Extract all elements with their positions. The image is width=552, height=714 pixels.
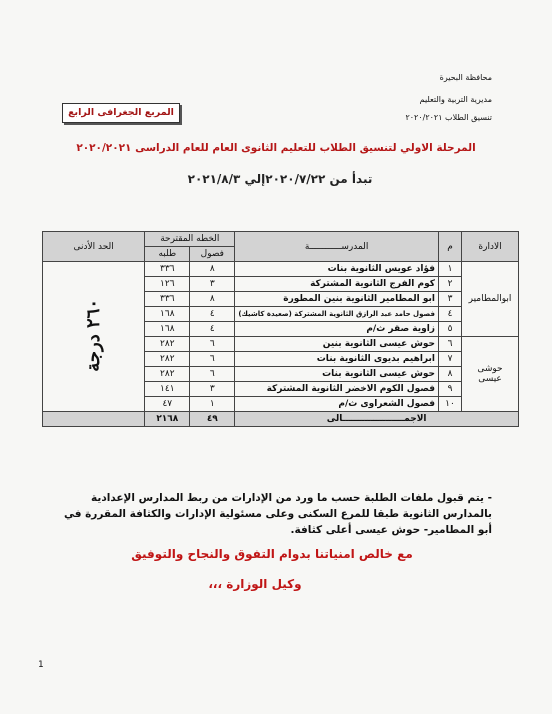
school-name: حوش عيسى الثانوية بنات bbox=[235, 367, 439, 382]
total-label: الاجمــــــــــــــــــــالى bbox=[235, 412, 519, 427]
classes-count: ٤ bbox=[190, 307, 235, 322]
total-students: ٢١٦٨ bbox=[145, 412, 190, 427]
classes-count: ٨ bbox=[190, 262, 235, 277]
classes-count: ٦ bbox=[190, 367, 235, 382]
classes-count: ٤ bbox=[190, 322, 235, 337]
school-name: كوم الفرج الثانوية المشتركة bbox=[235, 277, 439, 292]
students-count: ٢٨٢ bbox=[145, 352, 190, 367]
total-classes: ٤٩ bbox=[190, 412, 235, 427]
admin-cell: حوشى عيسى bbox=[462, 337, 519, 412]
students-count: ١٤١ bbox=[145, 382, 190, 397]
document-title: المرحلة الاولي لتنسيق الطلاب للتعليم الثانوى العام للعام الدراسى ٢٠٢٠/٢٠٢١ bbox=[76, 142, 476, 154]
students-count: ٣٣٦ bbox=[145, 262, 190, 277]
row-number: ٣ bbox=[439, 292, 462, 307]
row-number: ٢ bbox=[439, 277, 462, 292]
students-count: ٢٨٢ bbox=[145, 337, 190, 352]
row-number: ٤ bbox=[439, 307, 462, 322]
school-name: فصول حامد عبد الرازق الثانوية المشتركة (صعيدة كاشيك) bbox=[235, 307, 439, 322]
row-number: ١ bbox=[439, 262, 462, 277]
directorate-label: مديرية التربية والتعليم bbox=[419, 95, 492, 104]
section-box: المربع الجغرافى الرابع bbox=[62, 103, 180, 123]
header-num: م bbox=[439, 232, 462, 262]
school-name: فؤاد عويس الثانوية بنات bbox=[235, 262, 439, 277]
page-number: 1 bbox=[38, 660, 44, 670]
students-count: ٣٣٦ bbox=[145, 292, 190, 307]
total-row bbox=[43, 412, 519, 427]
row-number: ٨ bbox=[439, 367, 462, 382]
students-count: ١٢٦ bbox=[145, 277, 190, 292]
school-name: فصول الشعراوى ث/م bbox=[235, 397, 439, 412]
classes-count: ٦ bbox=[190, 337, 235, 352]
header-students: طلبه bbox=[145, 247, 190, 262]
table-row bbox=[43, 262, 519, 277]
admin-cell: ابوالمطامير bbox=[462, 262, 519, 337]
students-count: ١٦٨ bbox=[145, 307, 190, 322]
header-admin: الادارة bbox=[462, 232, 519, 262]
row-number: ٧ bbox=[439, 352, 462, 367]
governorate-label: محافظة البحيرة bbox=[439, 73, 492, 82]
header-min: الحد الأدنى bbox=[43, 232, 145, 262]
header-classes: فصول bbox=[190, 247, 235, 262]
row-number: ١٠ bbox=[439, 397, 462, 412]
row-number: ٥ bbox=[439, 322, 462, 337]
classes-count: ٣ bbox=[190, 277, 235, 292]
header-school: المدرســــــــــــة bbox=[235, 232, 439, 262]
classes-count: ١ bbox=[190, 397, 235, 412]
min-grade-cell bbox=[43, 262, 145, 412]
school-name: زاوية صقر ث/م bbox=[235, 322, 439, 337]
total-empty bbox=[43, 412, 145, 427]
date-range: تبدأ من ٢٠٢٠/٧/٢٢إلي ٢٠٢١/٨/٣ bbox=[187, 172, 373, 186]
students-count: ٤٧ bbox=[145, 397, 190, 412]
header-plan: الخطه المقترحة bbox=[145, 232, 235, 247]
coordination-label: تنسيق الطلاب ٢٠٢٠/٢٠٢١ bbox=[405, 113, 492, 122]
school-name: حوش عيسى الثانوية بنين bbox=[235, 337, 439, 352]
classes-count: ٨ bbox=[190, 292, 235, 307]
closing-wish: مع خالص امنياتنا بدوام التفوق والنجاح والتوفيق bbox=[131, 547, 413, 561]
classes-count: ٣ bbox=[190, 382, 235, 397]
admission-note: - يتم قبول ملفات الطلبة حسب ما ورد من الإدارات من ربط المدارس الإعدادية بالمدارس الثانوية طبقا للمرع السكنى وعلى مسئولية الإدارات والكثافة المقررة في أبو المطامير- حوش عيسى أعلى كثافة. bbox=[63, 492, 492, 536]
school-name: ابو المطامير الثانوية بنين المطورة bbox=[235, 292, 439, 307]
row-number: ٩ bbox=[439, 382, 462, 397]
school-name: ابراهيم بديوى الثانوية بنات bbox=[235, 352, 439, 367]
classes-count: ٦ bbox=[190, 352, 235, 367]
min-grade: ٢٦٠ درجة bbox=[83, 298, 105, 372]
students-count: ٢٨٢ bbox=[145, 367, 190, 382]
signature: وكيل الوزارة ،،، bbox=[208, 577, 302, 591]
students-count: ١٦٨ bbox=[145, 322, 190, 337]
school-name: فصول الكوم الاخضر الثانوية المشتركة bbox=[235, 382, 439, 397]
row-number: ٦ bbox=[439, 337, 462, 352]
schools-table bbox=[42, 231, 519, 427]
